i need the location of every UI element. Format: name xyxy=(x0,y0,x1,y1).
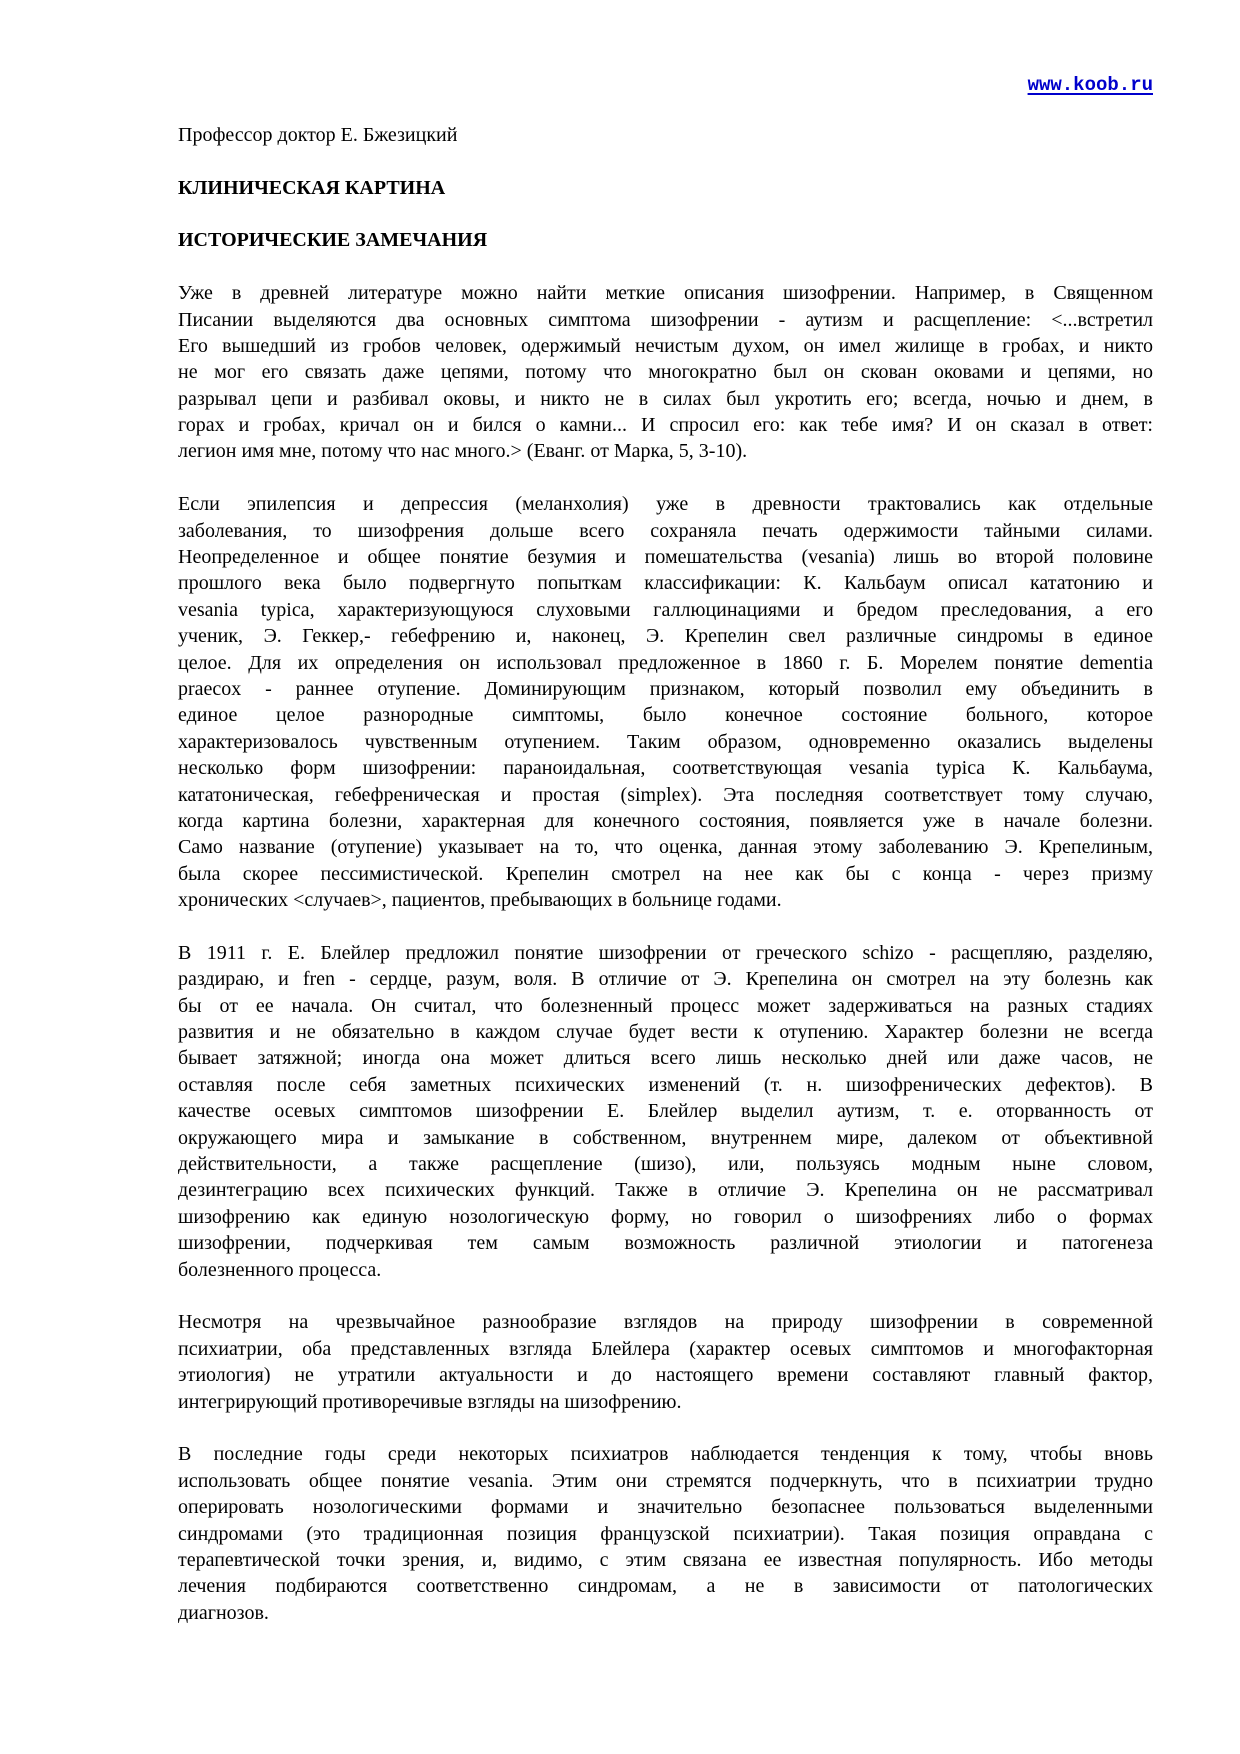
text-line: окружающего мира и замыкание в собственном, внутреннем мире, далеком от объективной xyxy=(178,1126,1153,1149)
text-line: заболевания, то шизофрения дольше всего сохраняла печать одержимости тайными силами. xyxy=(178,519,1153,542)
text-line: диагнозов. xyxy=(178,1601,269,1624)
text-line: качестве осевых симптомов шизофрении Е. Блейлер выделил аутизм, т. е. оторванность от xyxy=(178,1100,1153,1123)
text-line: целое. Для их определения он использовал предложенное в 1860 г. Б. Морелем понятие dementia xyxy=(178,651,1153,674)
paragraph-2 xyxy=(178,491,1153,913)
text-line: ученик, Э. Геккер,- гебефрению и, наконец, Э. Крепелин свел различные синдромы в единое xyxy=(178,625,1153,648)
paragraph-4 xyxy=(178,1309,1153,1415)
text-line: кататоническая, гебефреническая и простая (simplex). Эта последняя соответствует тому случаю, xyxy=(178,783,1153,806)
text-line: использовать общее понятие vesania. Этим они стремятся подчеркнуть, что в психиатрии трудно xyxy=(178,1469,1153,1492)
paragraph-5 xyxy=(178,1441,1153,1626)
text-line: дезинтеграцию всех психических функций. Также в отличие Э. Крепелина он не рассматривал xyxy=(178,1179,1153,1202)
text-line: Уже в древней литературе можно найти меткие описания шизофрении. Например, в Священном xyxy=(178,282,1153,305)
text-line: этиология) не утратили актуальности и до настоящего времени составляют главный фактор, xyxy=(178,1364,1153,1387)
text-line: Если эпилепсия и депрессия (меланхолия) уже в древности трактовались как отдельные xyxy=(178,493,1153,516)
author-line: Профессор доктор Е. Бжезицкий xyxy=(178,123,458,146)
section-title: ИСТОРИЧЕСКИЕ ЗАМЕЧАНИЯ xyxy=(178,229,488,252)
site-link[interactable]: www.koob.ru xyxy=(1027,74,1153,96)
text-line: Несмотря на чрезвычайное разнообразие взглядов на природу шизофрении в современной xyxy=(178,1311,1153,1334)
paragraph-1 xyxy=(178,280,1153,465)
text-line: легион имя мне, потому что нас много.> (Еванг. от Марка, 5, 3-10). xyxy=(178,440,748,463)
text-line: В последние годы среди некоторых психиатров наблюдается тенденция к тому, чтобы вновь xyxy=(178,1443,1153,1466)
text-line: когда картина болезни, характерная для конечного состояния, появляется уже в начале болезни. xyxy=(178,809,1153,832)
text-line: шизофрении, подчеркивая тем самым возможность различной этиологии и патогенеза xyxy=(178,1232,1153,1255)
text-line: бывает затяжной; иногда она может длиться всего лишь несколько дней или даже часов, не xyxy=(178,1047,1153,1070)
text-line: терапевтической точки зрения, и, видимо, с этим связана ее известная популярность. Ибо методы xyxy=(178,1548,1153,1571)
text-line: оперировать нозологическими формами и значительно безопаснее пользоваться выделенными xyxy=(178,1496,1153,1519)
text-line: прошлого века было подвергнуто попыткам классификации: К. Кальбаум описал кататонию и xyxy=(178,572,1153,595)
text-line: хронических <случаев>, пациентов, пребывающих в больнице годами. xyxy=(178,889,782,912)
text-line: была скорее пессимистической. Крепелин смотрел на нее как бы с конца - через призму xyxy=(178,862,1153,885)
text-line: лечения подбираются соответственно синдромам, а не в зависимости от патологических xyxy=(178,1575,1153,1598)
text-line: несколько форм шизофрении: параноидальная, соответствующая vesania typica К. Кальбаума, xyxy=(178,757,1153,780)
text-line: раздираю, и fren - сердце, разум, воля. В отличие от Э. Крепелина он смотрел на эту болезнь как xyxy=(178,968,1153,991)
text-line: не мог его связать даже цепями, потому что многократно был он скован оковами и цепями, но xyxy=(178,361,1153,384)
text-line: В 1911 г. Е. Блейлер предложил понятие шизофрении от греческого schizo - расщепляю, разделяю, xyxy=(178,941,1153,964)
text-line: praecox - раннее отупение. Доминирующим признаком, который позволил ему объединить в xyxy=(178,678,1153,700)
document-page xyxy=(178,122,1153,1626)
document-title: КЛИНИЧЕСКАЯ КАРТИНА xyxy=(178,176,446,199)
text-line: интегрирующий противоречивые взгляды на шизофрению. xyxy=(178,1390,682,1413)
text-line: Само название (отупение) указывает на то, что оценка, данная этому заболеванию Э. Крепелиным, xyxy=(178,836,1153,859)
text-line: действительности, а также расщепление (шизо), или, пользуясь модным ныне словом, xyxy=(178,1153,1153,1176)
text-line: болезненного процесса. xyxy=(178,1258,382,1281)
text-line: бы от ее начала. Он считал, что болезненный процесс может задерживаться на разных стадиях xyxy=(178,994,1153,1017)
paragraph-3 xyxy=(178,940,1153,1283)
text-line: единое целое разнородные симптомы, было конечное состояние больного, которое xyxy=(178,704,1153,727)
text-line: шизофрению как единую нозологическую форму, но говорил о шизофрениях либо о формах xyxy=(178,1205,1153,1228)
text-line: Неопределенное и общее понятие безумия и помешательства (vesania) лишь во второй половине xyxy=(178,546,1153,569)
text-line: горах и гробах, кричал он и бился о камни... И спросил его: как тебе имя? И он сказал в ответ: xyxy=(178,414,1153,437)
text-line: Писании выделяются два основных симптома шизофрении - аутизм и расщепление: <...встретил xyxy=(178,308,1153,331)
text-line: психиатрии, оба представленных взгляда Блейлера (характер осевых симптомов и многофакторная xyxy=(178,1337,1153,1360)
text-line: развития и не обязательно в каждом случае будет вести к отупению. Характер болезни не всегда xyxy=(178,1021,1153,1044)
text-line: синдромами (это традиционная позиция французской психиатрии). Такая позиция оправдана с xyxy=(178,1522,1153,1545)
text-line: характеризовалось чувственным отупением. Таким образом, одновременно оказались выделены xyxy=(178,730,1153,753)
text-line: оставляя после себя заметных психических изменений (т. н. шизофренических дефектов). В xyxy=(178,1073,1153,1096)
text-line: vesania typica, характеризующуюся слуховыми галлюцинациями и бредом преследования, а его xyxy=(178,598,1153,621)
text-line: разрывал цепи и разбивал оковы, и никто не в силах был укротить его; всегда, ночью и днем, в xyxy=(178,387,1153,410)
text-line: Его вышедший из гробов человек, одержимый нечистым духом, он имел жилище в гробах, и никто xyxy=(178,334,1153,357)
